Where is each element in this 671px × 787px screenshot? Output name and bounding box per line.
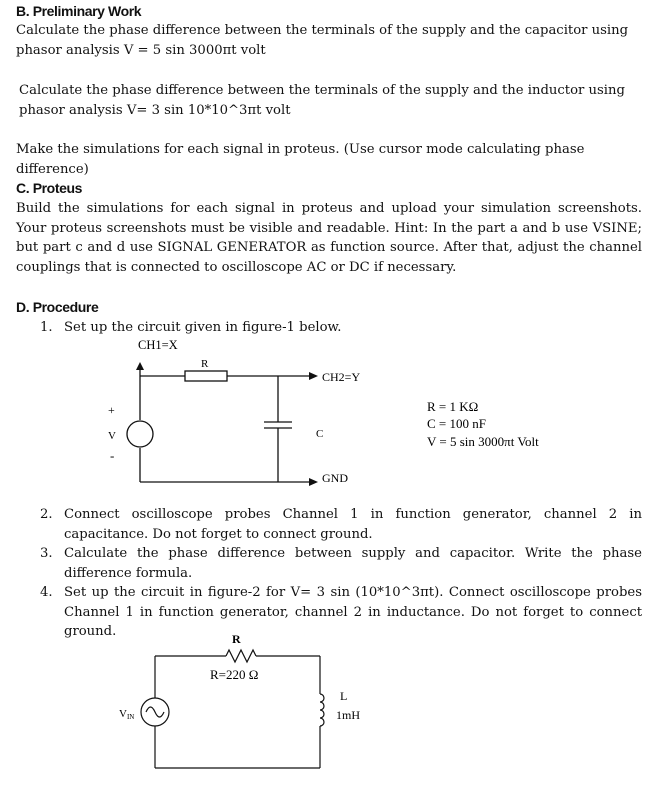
inductor-coil [320,694,324,726]
spec-voltage: V = 5 sin 3000πt Volt [427,434,539,449]
source-circle [127,421,153,447]
label-r-value: R=220 Ω [210,667,259,682]
label-ch1: CH1=X [138,338,178,352]
ch1-arrow-icon [136,362,144,370]
figure-2-rl-circuit [100,628,420,778]
step-3-number: 3. [40,546,53,561]
step-2-text: Connect oscilloscope probes Channel 1 in function generator, channel 2 in capacitance. Do not forget to connect ground. [64,507,642,542]
label-l-value: 1mH [336,708,360,722]
label-v: V [108,430,116,442]
resistor-zigzag [226,650,256,662]
label-l: L [340,689,348,703]
label-c: C [316,428,324,440]
heading-procedure: D. Procedure [16,299,99,315]
ch2-arrow-icon [309,372,318,380]
step-1-number: 1. [40,320,53,335]
step-4-number: 4. [40,585,53,600]
label-r: R [232,632,241,646]
step-4-text: Set up the circuit in figure-2 for V= 3 sin (10*10^3πt). Connect oscilloscope probes Channel 1 in function generator, channel 2 in inductance. Do not forget to connect ground. [64,585,642,639]
label-vin: VIN [119,708,135,721]
paragraph-capacitor-phase: Calculate the phase difference between the terminals of the supply and the capacitor using phasor analysis V = 5 sin 3000πt volt [16,23,629,58]
label-plus: + [108,403,115,417]
resistor-symbol [185,371,227,381]
paragraph-simulations: Make the simulations for each signal in proteus. (Use cursor mode calculating phase difference) [16,142,585,177]
step-2-number: 2. [40,507,53,522]
gnd-arrow-icon [309,478,318,486]
label-minus: - [110,448,115,463]
label-ch2: CH2=Y [322,370,361,384]
heading-preliminary-work: B. Preliminary Work [16,3,142,19]
sine-wave-icon [146,707,164,717]
label-gnd: GND [322,471,348,485]
figure-1-rc-circuit [90,336,590,496]
heading-proteus: C. Proteus [16,180,83,196]
step-1-text: Set up the circuit given in figure-1 below. [64,320,342,335]
label-r: R [201,358,209,370]
spec-resistance: R = 1 KΩ [427,399,479,414]
step-3-text: Calculate the phase difference between supply and capacitor. Write the phase difference formula. [64,546,642,581]
spec-capacitance: C = 100 nF [427,416,486,431]
paragraph-proteus: Build the simulations for each signal in proteus and upload your simulation screenshots. Your proteus screenshots must be visible and readable. Hint: In the part a and b use VSINE; but part c and d use SIGNAL GENERATOR as function source. After that, adjust the channel couplings that is connected to oscilloscope AC or DC if necessary. [16,201,642,275]
paragraph-inductor-phase: Calculate the phase difference between the terminals of the supply and the inductor using phasor analysis V= 3 sin 10*10^3πt volt [19,83,625,118]
